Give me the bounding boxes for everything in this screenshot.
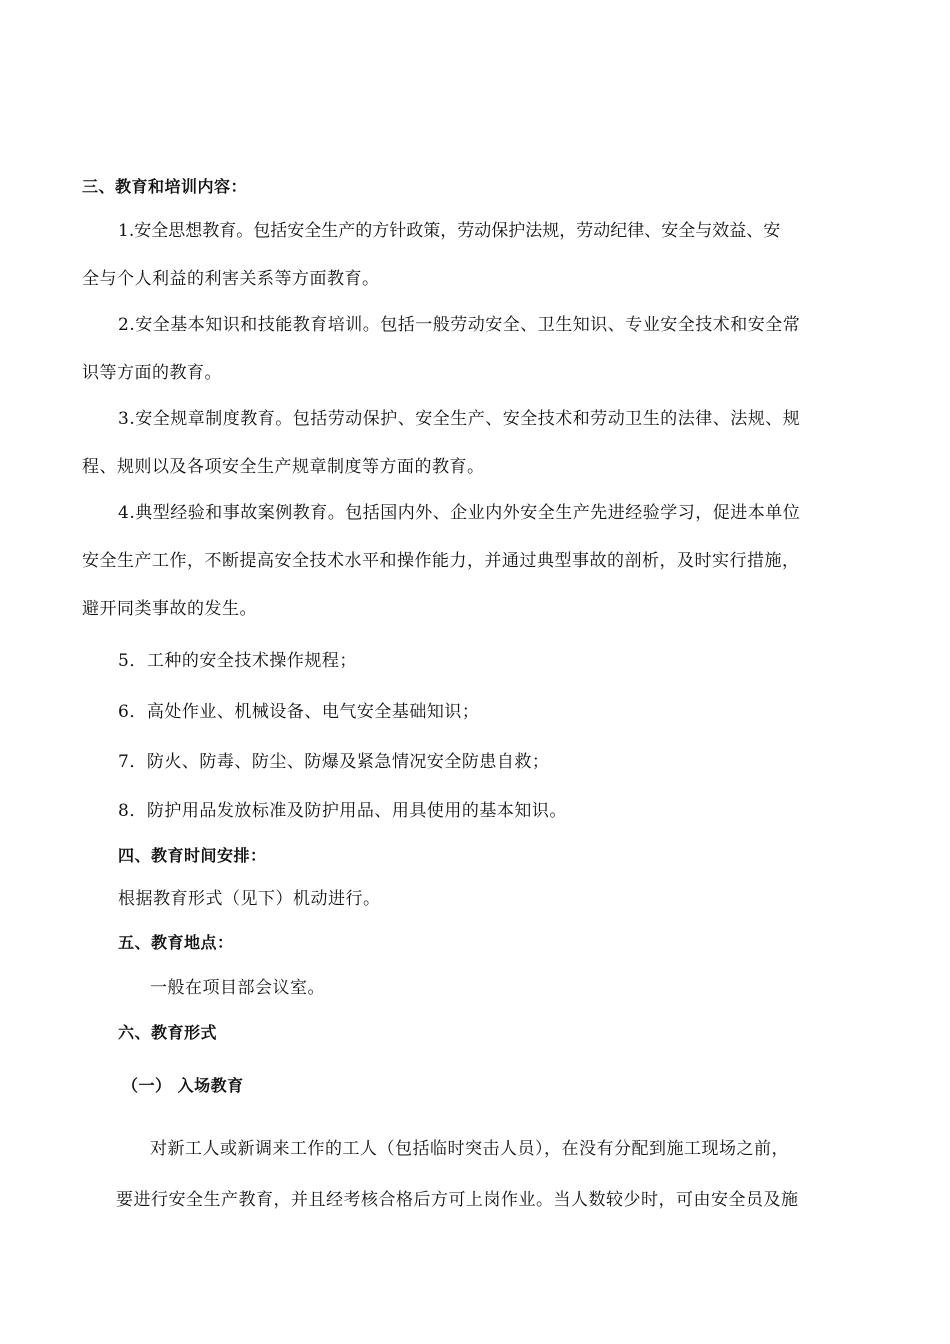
section-4-body: 根据教育形式（见下）机动进行。: [118, 889, 381, 909]
section-6-subheading: （一） 入场教育: [122, 1076, 244, 1095]
section-6-heading: 六、教育形式: [118, 1023, 218, 1042]
section-5-body: 一般在项目部会议室。: [150, 978, 325, 998]
item-3-line-1: 3.安全规章制度教育。包括劳动保护、安全生产、安全技术和劳动卫生的法律、法规、规: [118, 409, 801, 429]
item-1-line-1: [118, 220, 780, 242]
item-4-line-1: 4.典型经验和事故案例教育。包括国内外、企业内外安全生产先进经验学习，促进本单位: [118, 503, 801, 523]
item-6: 6．高处作业、机械设备、电气安全基础知识；: [118, 702, 480, 722]
item-1-line-1-text: 1.安全思想教育。包括安全生产的方针政策，劳动保护法规，劳动纪律、安全与效益、安: [118, 221, 781, 241]
section-4-heading: 四、教育时间安排：: [118, 846, 267, 865]
item-3-line-2: 程、规则以及各项安全生产规章制度等方面的教育。: [82, 457, 485, 477]
item-4-line-3: 避开同类事故的发生。: [82, 599, 257, 619]
section-5-heading: 五、教育地点：: [118, 933, 234, 952]
item-4-line-2: 安全生产工作，不断提高安全技术水平和操作能力，并通过典型事故的剖析，及时实行措施，: [82, 551, 800, 571]
item-2-line-2: 识等方面的教育。: [82, 363, 222, 383]
item-8: 8．防护用品发放标准及防护用品、用具使用的基本知识。: [118, 801, 567, 821]
item-1-line-2: 全与个人利益的利害关系等方面教育。: [82, 269, 380, 289]
section-6-para-line-2: 要进行安全生产教育，并且经考核合格后方可上岗作业。当人数较少时，可由安全员及施: [116, 1190, 799, 1210]
item-5: 5．工种的安全技术操作规程；: [118, 651, 357, 671]
section-3-heading: 三、教育和培训内容：: [82, 177, 248, 196]
item-2-line-1: 2.安全基本知识和技能教育培训。包括一般劳动安全、卫生知识、专业安全技术和安全常: [118, 315, 801, 335]
section-6-para-line-1: 对新工人或新调来工作的工人（包括临时突击人员），在没有分配到施工现场之前，: [150, 1139, 789, 1159]
item-7: 7．防火、防毒、防尘、防爆及紧急情况安全防患自救；: [118, 752, 550, 772]
